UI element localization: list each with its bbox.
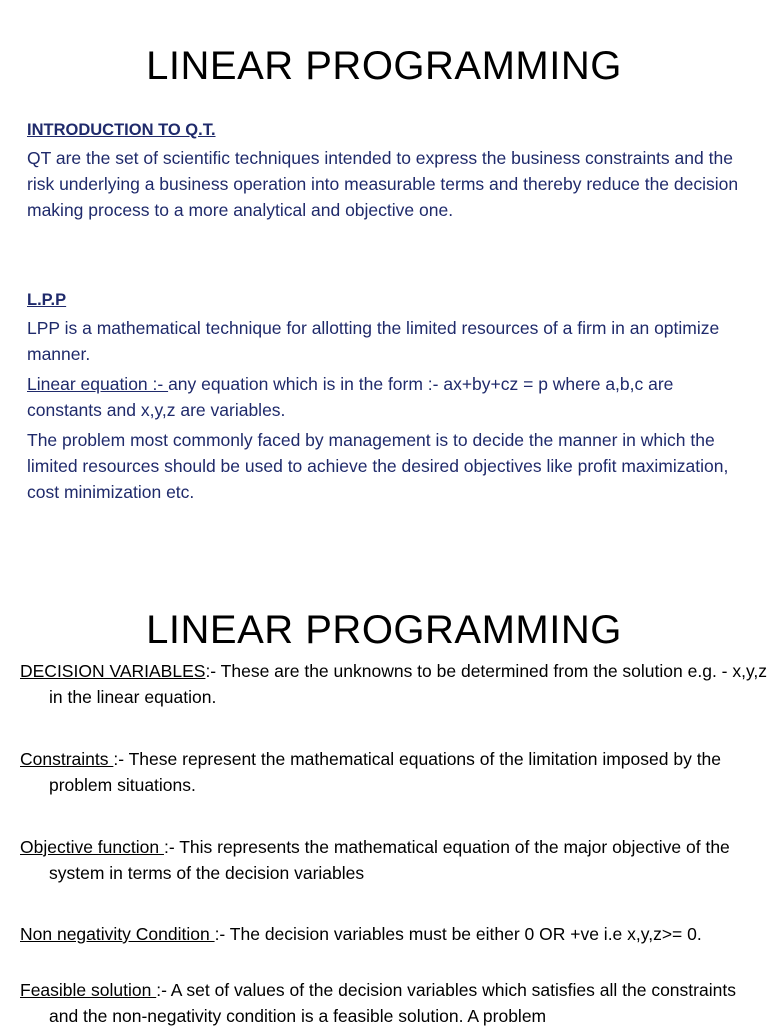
- definition-text: :- These are the unknowns to be determined from the solution e.g. - x,y,z in the linear equation.: [49, 661, 768, 707]
- definition-term: DECISION VARIABLES: [20, 661, 206, 681]
- definition-non-negativity: [20, 921, 768, 947]
- slide-definitions: [0, 580, 768, 1024]
- definition-term: Non negativity Condition: [20, 924, 215, 944]
- definition-term: Constraints: [20, 749, 114, 769]
- intro-paragraph: QT are the set of scientific techniques intended to express the business constraints and the risk underlying a business operation into measurable terms and thereby reduce the decision making process to a more analytical and objective one.: [27, 148, 739, 220]
- definition-text: :- The decision variables must be either 0 OR +ve i.e x,y,z>= 0.: [214, 924, 702, 944]
- definition-text: :- These represent the mathematical equations of the limitation imposed by the problem situations.: [49, 749, 722, 795]
- definition-term: Feasible solution: [20, 980, 157, 1000]
- definition-constraints: [20, 746, 768, 798]
- lpp-heading-text: L.P.P: [27, 291, 67, 309]
- definition-decision-variables: [20, 658, 768, 710]
- slide-title: LINEAR PROGRAMMING: [146, 608, 622, 652]
- lpp-paragraph: LPP is a mathematical technique for allotting the limited resources of a firm in an optimize manner.: [27, 318, 720, 364]
- linear-equation-paragraph: [27, 371, 742, 423]
- definition-feasible-solution: [20, 977, 768, 1029]
- linear-equation-label: Linear equation :-: [27, 374, 169, 394]
- linear-equation-text: any equation which is in the form :- ax+by+cz = p where a,b,c are constants and x,y,z are variables.: [27, 374, 674, 420]
- definition-text: :- A set of values of the decision variables which satisfies all the constraints and the non-negativity condition is a feasible solution. A problem: [49, 980, 736, 1026]
- lpp-heading: [27, 286, 742, 313]
- definition-text: :- This represents the mathematical equation of the major objective of the system in terms of the decision variables: [49, 837, 730, 883]
- intro-heading-text: INTRODUCTION TO Q.T.: [27, 121, 216, 139]
- slide-title: LINEAR PROGRAMMING: [146, 44, 622, 88]
- intro-heading: [27, 116, 742, 143]
- definition-objective-function: [20, 834, 768, 886]
- problem-paragraph: The problem most commonly faced by management is to decide the manner in which the limited resources should be used to achieve the desired objectives like profit maximization, cost minimization etc.: [27, 430, 729, 502]
- definition-term: Objective function: [20, 837, 164, 857]
